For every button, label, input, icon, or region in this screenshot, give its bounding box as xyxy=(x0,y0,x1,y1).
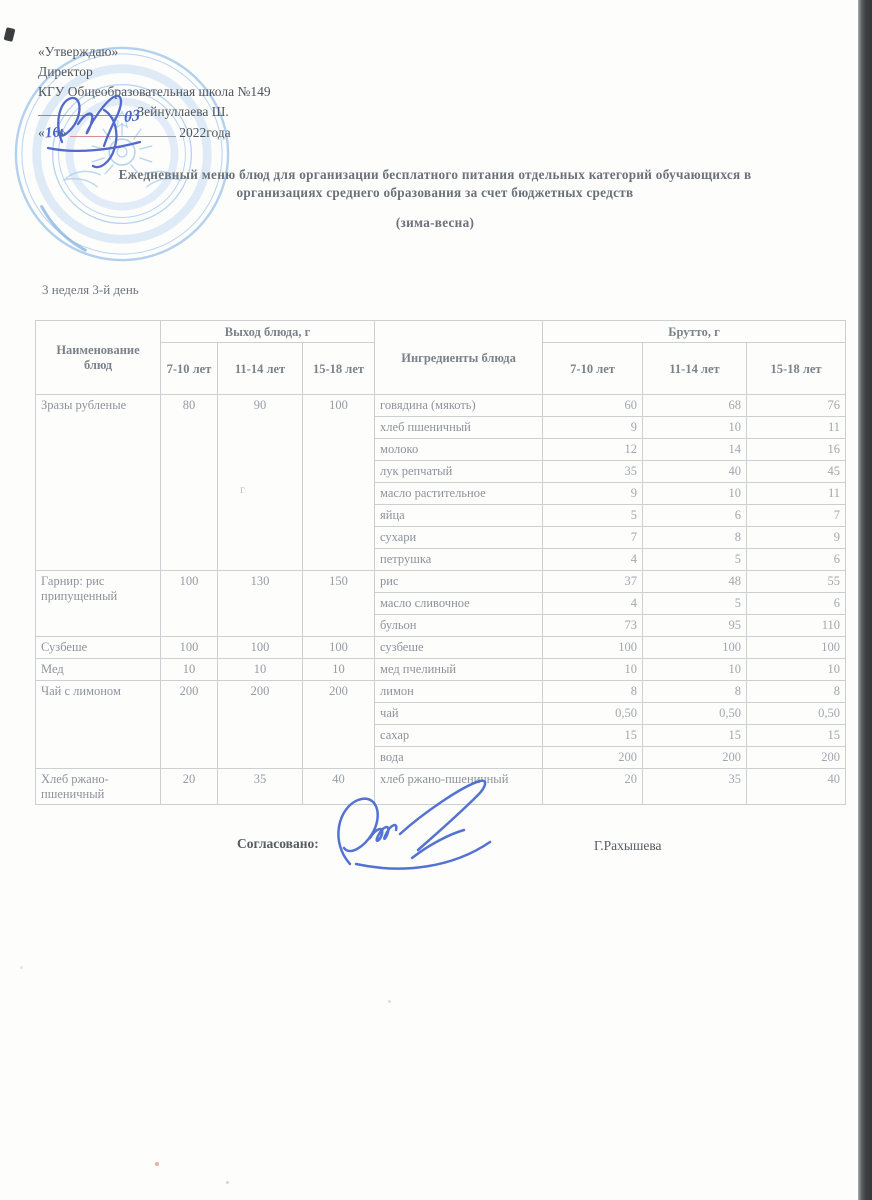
brutto-value-age-2: 11 xyxy=(747,417,846,439)
title-line-2: организациях среднего образования за счет бюджетных средств xyxy=(236,185,634,200)
approval-line-3: КГУ Общеобразовательная школа №149 xyxy=(38,84,271,99)
ingredient-name: сухари xyxy=(375,527,543,549)
brutto-value-age-1: 10 xyxy=(643,659,747,681)
output-value-age-1: 100 xyxy=(218,637,303,659)
brutto-value-age-0: 60 xyxy=(543,395,643,417)
scan-edge-strip xyxy=(858,0,872,1200)
header-age-11-14: 11-14 лет xyxy=(218,343,303,395)
scan-speck xyxy=(388,1000,391,1003)
date-year: 2022года xyxy=(179,125,231,140)
brutto-value-age-2: 45 xyxy=(747,461,846,483)
brutto-value-age-1: 95 xyxy=(643,615,747,637)
ingredient-name: рис xyxy=(375,571,543,593)
brutto-value-age-1: 5 xyxy=(643,593,747,615)
brutto-value-age-1: 35 xyxy=(643,769,747,805)
document-title xyxy=(40,166,830,232)
approval-line-1: «Утверждаю» xyxy=(38,44,119,59)
brutto-value-age-2: 0,50 xyxy=(747,703,846,725)
dish-name: Мед xyxy=(36,659,161,681)
brutto-value-age-2: 8 xyxy=(747,681,846,703)
table-row xyxy=(36,395,846,417)
table-row xyxy=(36,659,846,681)
agreed-label: Согласовано: xyxy=(237,836,319,851)
brutto-value-age-0: 9 xyxy=(543,417,643,439)
dish-name: Сузбеше xyxy=(36,637,161,659)
ingredient-name: масло растительное xyxy=(375,483,543,505)
week-day-label: 3 неделя 3-й день xyxy=(42,282,139,297)
agreed-signature xyxy=(320,778,525,882)
brutto-value-age-0: 9 xyxy=(543,483,643,505)
brutto-value-age-1: 6 xyxy=(643,505,747,527)
brutto-value-age-1: 14 xyxy=(643,439,747,461)
output-value-age-1: 200 xyxy=(218,681,303,769)
agreed-signatory-name: Г.Рахышева xyxy=(594,838,662,853)
output-value-age-1: 130 xyxy=(218,571,303,637)
ingredient-name: сузбеше xyxy=(375,637,543,659)
output-value-age-0: 100 xyxy=(161,637,218,659)
brutto-value-age-2: 15 xyxy=(747,725,846,747)
ingredient-name: петрушка xyxy=(375,549,543,571)
date-day-handwritten: 16 xyxy=(44,124,61,142)
header-ingredients: Ингредиенты блюда xyxy=(375,321,543,395)
header-brutto: Брутто, г xyxy=(543,321,846,343)
header-dish: Наименование блюд xyxy=(36,321,161,395)
quote-close: » xyxy=(59,125,67,140)
output-value-age-0: 100 xyxy=(161,571,218,637)
output-value-age-2: 100 xyxy=(303,395,375,571)
header-age-11-14: 11-14 лет xyxy=(643,343,747,395)
brutto-value-age-0: 0,50 xyxy=(543,703,643,725)
output-value-age-2: 40 xyxy=(303,769,375,805)
ingredient-name: молоко xyxy=(375,439,543,461)
brutto-value-age-0: 7 xyxy=(543,527,643,549)
brutto-value-age-2: 40 xyxy=(747,769,846,805)
table-row xyxy=(36,637,846,659)
brutto-value-age-2: 11 xyxy=(747,483,846,505)
scan-speck xyxy=(20,966,23,969)
ingredient-name: бульон xyxy=(375,615,543,637)
ingredient-name: масло сливочное xyxy=(375,593,543,615)
header-age-7-10: 7-10 лет xyxy=(543,343,643,395)
output-value-age-1: 35 xyxy=(218,769,303,805)
brutto-value-age-0: 200 xyxy=(543,747,643,769)
brutto-value-age-0: 8 xyxy=(543,681,643,703)
brutto-value-age-0: 5 xyxy=(543,505,643,527)
title-line-1: Ежедневный меню блюд для организации бесплатного питания отдельных категорий обучающихся в xyxy=(118,167,752,182)
approval-line-2: Директор xyxy=(38,64,93,79)
brutto-value-age-1: 0,50 xyxy=(643,703,747,725)
brutto-value-age-0: 37 xyxy=(543,571,643,593)
stray-mark: г xyxy=(240,482,245,496)
brutto-value-age-1: 40 xyxy=(643,461,747,483)
ingredient-name: говядина (мякоть) xyxy=(375,395,543,417)
scan-speck xyxy=(226,1181,229,1184)
output-value-age-0: 10 xyxy=(161,659,218,681)
brutto-value-age-0: 20 xyxy=(543,769,643,805)
brutto-value-age-0: 73 xyxy=(543,615,643,637)
brutto-value-age-1: 15 xyxy=(643,725,747,747)
brutto-value-age-2: 6 xyxy=(747,549,846,571)
brutto-value-age-1: 200 xyxy=(643,747,747,769)
brutto-value-age-2: 16 xyxy=(747,439,846,461)
output-value-age-0: 80 xyxy=(161,395,218,571)
output-value-age-0: 20 xyxy=(161,769,218,805)
output-value-age-2: 150 xyxy=(303,571,375,637)
ingredient-name: хлеб ржано-пшеничный xyxy=(375,769,543,805)
brutto-value-age-2: 100 xyxy=(747,637,846,659)
output-value-age-0: 200 xyxy=(161,681,218,769)
ingredient-name: вода xyxy=(375,747,543,769)
menu-table xyxy=(35,320,846,805)
brutto-value-age-2: 7 xyxy=(747,505,846,527)
header-age-7-10: 7-10 лет xyxy=(161,343,218,395)
brutto-value-age-1: 5 xyxy=(643,549,747,571)
brutto-value-age-1: 10 xyxy=(643,417,747,439)
dish-name: Хлеб ржано-пшеничный xyxy=(36,769,161,805)
dish-name: Гарнир: рис припущенный xyxy=(36,571,161,637)
brutto-value-age-0: 100 xyxy=(543,637,643,659)
brutto-value-age-2: 110 xyxy=(747,615,846,637)
output-value-age-1: 90 xyxy=(218,395,303,571)
ingredient-name: чай xyxy=(375,703,543,725)
ingredient-name: хлеб пшеничный xyxy=(375,417,543,439)
brutto-value-age-1: 8 xyxy=(643,527,747,549)
brutto-value-age-0: 15 xyxy=(543,725,643,747)
brutto-value-age-0: 35 xyxy=(543,461,643,483)
output-value-age-2: 10 xyxy=(303,659,375,681)
season-label: (зима-весна) xyxy=(395,215,475,230)
ingredient-name: лимон xyxy=(375,681,543,703)
brutto-value-age-1: 8 xyxy=(643,681,747,703)
ingredient-name: мед пчелиный xyxy=(375,659,543,681)
quote-open: « xyxy=(38,125,45,140)
brutto-value-age-1: 68 xyxy=(643,395,747,417)
brutto-value-age-1: 48 xyxy=(643,571,747,593)
brutto-value-age-0: 12 xyxy=(543,439,643,461)
table-row xyxy=(36,571,846,593)
output-value-age-1: 10 xyxy=(218,659,303,681)
dish-name: Зразы рубленые xyxy=(36,395,161,571)
menu-table-head xyxy=(36,321,846,395)
header-age-15-18: 15-18 лет xyxy=(303,343,375,395)
brutto-value-age-1: 100 xyxy=(643,637,747,659)
table-row xyxy=(36,681,846,703)
ingredient-name: сахар xyxy=(375,725,543,747)
brutto-value-age-0: 4 xyxy=(543,593,643,615)
menu-table-body xyxy=(36,395,846,805)
brutto-value-age-0: 4 xyxy=(543,549,643,571)
brutto-value-age-0: 10 xyxy=(543,659,643,681)
date-month-handwritten: 03 xyxy=(123,106,140,127)
ingredient-name: лук репчатый xyxy=(375,461,543,483)
brutto-value-age-2: 55 xyxy=(747,571,846,593)
brutto-value-age-2: 76 xyxy=(747,395,846,417)
dish-name: Чай с лимоном xyxy=(36,681,161,769)
brutto-value-age-1: 10 xyxy=(643,483,747,505)
header-age-15-18: 15-18 лет xyxy=(747,343,846,395)
scan-speck xyxy=(155,1162,159,1166)
header-output: Выход блюда, г xyxy=(161,321,375,343)
brutto-value-age-2: 6 xyxy=(747,593,846,615)
signatory-name: Зейнуллаева Ш. xyxy=(137,104,229,119)
brutto-value-age-2: 200 xyxy=(747,747,846,769)
brutto-value-age-2: 10 xyxy=(747,659,846,681)
brutto-value-age-2: 9 xyxy=(747,527,846,549)
output-value-age-2: 200 xyxy=(303,681,375,769)
output-value-age-2: 100 xyxy=(303,637,375,659)
ingredient-name: яйца xyxy=(375,505,543,527)
